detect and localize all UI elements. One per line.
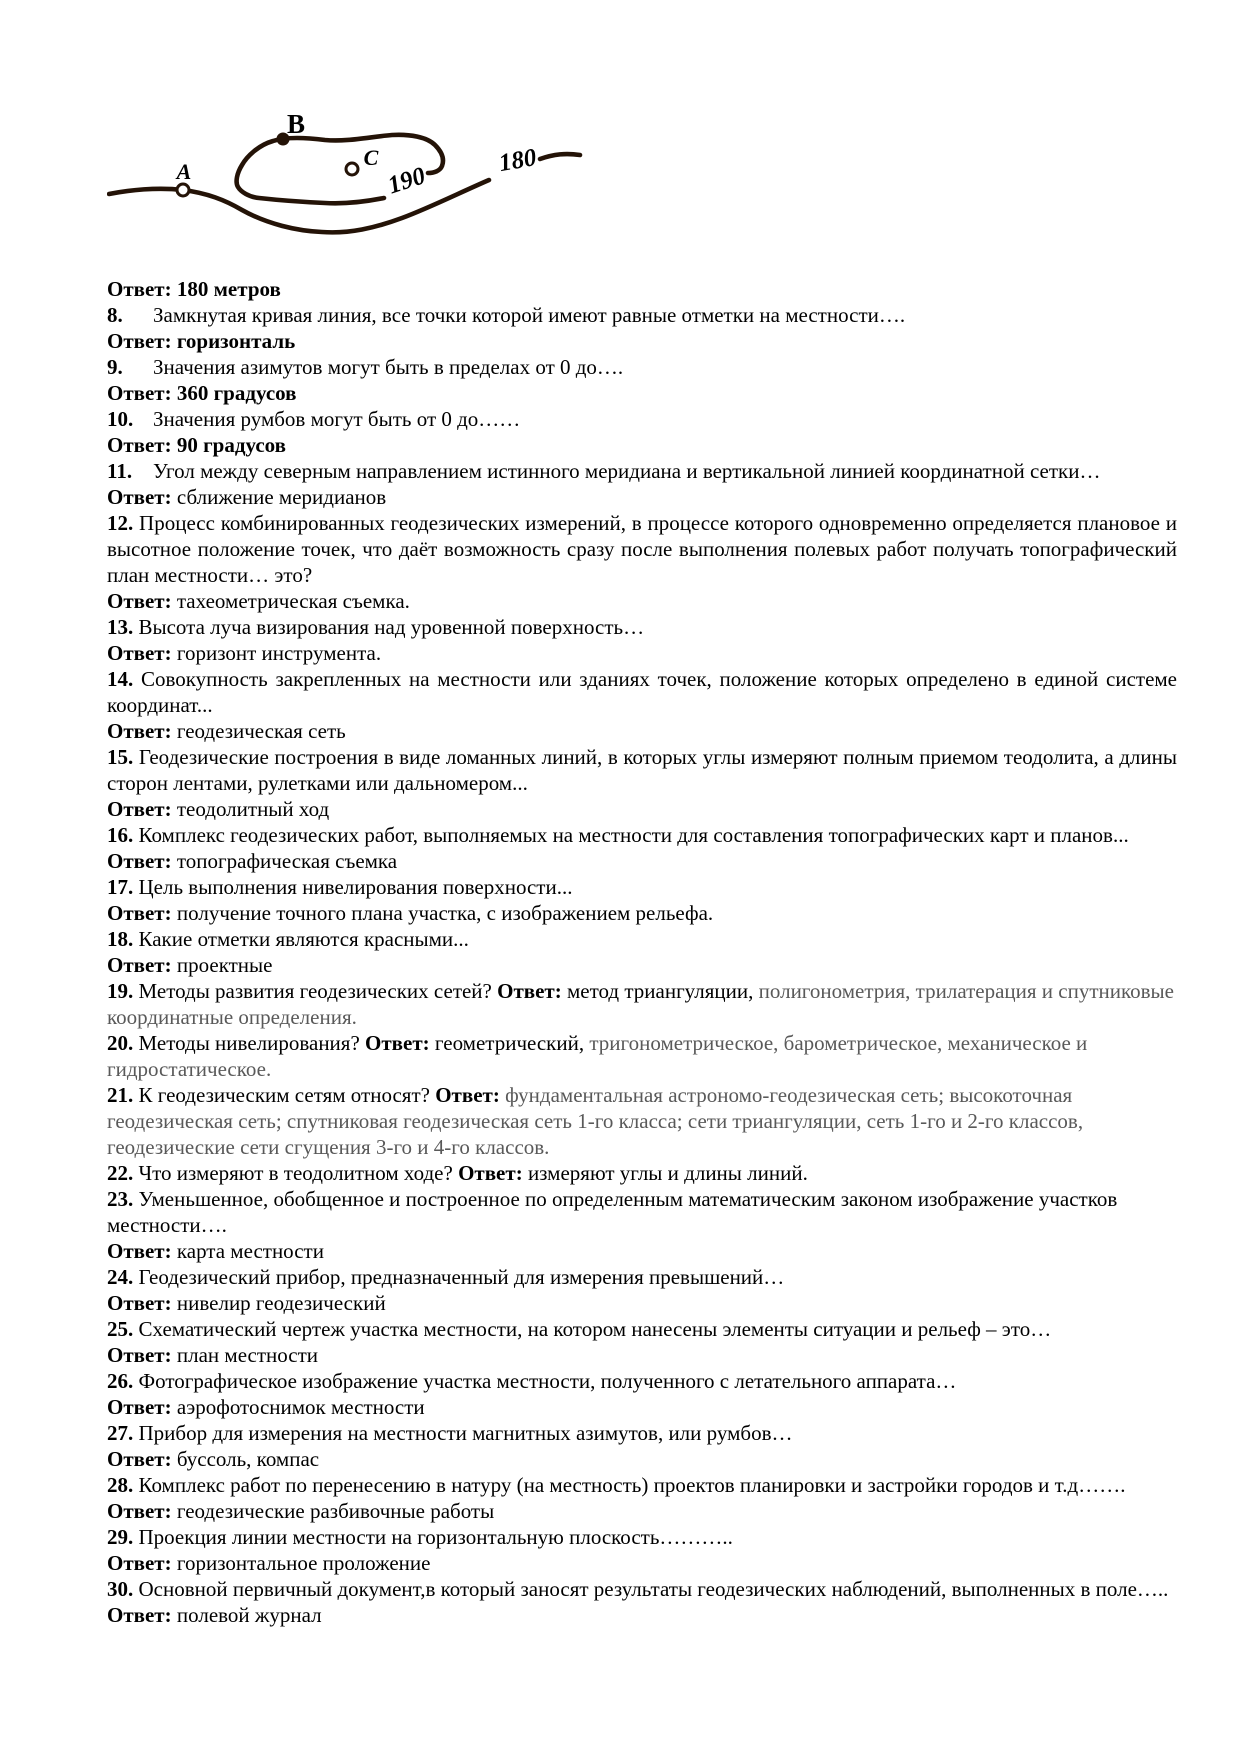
question-number: 26. (107, 1369, 134, 1393)
answer-26 (107, 1394, 1177, 1420)
answer-30 (107, 1602, 1177, 1628)
question-text: Проекция линии местности на горизонтальную плоскость……….. (138, 1525, 733, 1549)
question-12 (107, 510, 1177, 588)
question-text: Что измеряют в теодолитном ходе? (138, 1161, 453, 1185)
question-number: 19. (107, 979, 134, 1003)
question-text: Какие отметки являются красными... (138, 927, 469, 951)
question-number: 22. (107, 1161, 134, 1185)
question-23 (107, 1186, 1177, 1238)
answer-label: Ответ: (107, 901, 172, 925)
answer-9 (107, 380, 1177, 406)
answer-text: измеряют углы и длины линий. (527, 1161, 808, 1185)
question-number: 30. (107, 1577, 134, 1601)
answer-text: горизонталь (176, 329, 296, 353)
answer-label: Ответ: (107, 1395, 172, 1419)
question-15 (107, 744, 1177, 796)
question-21 (107, 1082, 1177, 1160)
question-20 (107, 1030, 1177, 1082)
question-24 (107, 1264, 1177, 1290)
answer-text: сближение меридианов (176, 485, 387, 509)
question-25 (107, 1316, 1177, 1342)
answer-label: Ответ: (107, 329, 172, 353)
answer-text: геодезические разбивочные работы (176, 1499, 495, 1523)
question-number: 15. (107, 745, 134, 769)
answer-text: нивелир геодезический (176, 1291, 386, 1315)
answer-18 (107, 952, 1177, 978)
answer-23 (107, 1238, 1177, 1264)
question-number: 28. (107, 1473, 134, 1497)
answer-label: Ответ: (107, 1239, 172, 1263)
question-number: 11. (107, 459, 133, 483)
question-text: Прибор для измерения на местности магнитных азимутов, или румбов… (138, 1421, 793, 1445)
answer-label: Ответ: (107, 433, 172, 457)
answer-label: Ответ: (458, 1161, 523, 1185)
question-text: Совокупность закрепленных на местности или зданиях точек, положение которых определено в единой системе координат... (107, 667, 1177, 717)
answer-text: топографическая съемка (176, 849, 398, 873)
question-text: Значения румбов могут быть от 0 до…… (153, 407, 521, 431)
question-text: Уменьшенное, обобщенное и построенное по определенным математическим законом изображение участков местности…. (107, 1187, 1118, 1237)
question-text: Процесс комбинированных геодезических измерений, в процессе которого одновременно определяется плановое и высотное положение точек, что даёт возможность сразу после выполнения полевых работ получать топографический план местности… это? (107, 511, 1177, 587)
answer-label: Ответ: (107, 277, 172, 301)
question-number: 27. (107, 1421, 134, 1445)
answer-text: геометрический, (434, 1031, 585, 1055)
question-text: Угол между северным направлением истинного меридиана и вертикальной линией координатной сетки… (153, 459, 1101, 483)
question-text: Методы нивелирования? (138, 1031, 360, 1055)
answer-text: проектные (176, 953, 273, 977)
question-17 (107, 874, 1177, 900)
answer-text: карта местности (176, 1239, 324, 1263)
question-number: 23. (107, 1187, 134, 1211)
answer-text: получение точного плана участка, с изображением рельефа. (176, 901, 714, 925)
answer-label: Ответ: (107, 1343, 172, 1367)
answer-13 (107, 640, 1177, 666)
question-number: 24. (107, 1265, 134, 1289)
document-body (107, 88, 1177, 1628)
question-number: 9. (107, 355, 123, 379)
question-text: Схематический чертеж участка местности, на котором нанесены элементы ситуации и рельеф – это… (138, 1317, 1052, 1341)
answer-10 (107, 432, 1177, 458)
question-28 (107, 1472, 1177, 1498)
answer-label: Ответ: (107, 1291, 172, 1315)
contour-map-figure (107, 88, 587, 260)
answer-11 (107, 484, 1177, 510)
answer-27 (107, 1446, 1177, 1472)
answer-text-secondary: полигонометрия, трилатерация и спутниковые координатные определения. (107, 979, 1174, 1029)
answer-label: Ответ: (107, 1551, 172, 1575)
point-a-label: A (176, 159, 192, 184)
question-number: 18. (107, 927, 134, 951)
question-text: Цель выполнения нивелирования поверхности... (138, 875, 573, 899)
answer-label: Ответ: (365, 1031, 430, 1055)
answer-label: Ответ: (107, 849, 172, 873)
question-number: 8. (107, 303, 123, 327)
answer-17 (107, 900, 1177, 926)
question-14 (107, 666, 1177, 718)
question-text: Замкнутая кривая линия, все точки которой имеют равные отметки на местности…. (153, 303, 906, 327)
question-text: Основной первичный документ,в который заносят результаты геодезических наблюдений, выполненных в поле….. (138, 1577, 1169, 1601)
question-number: 13. (107, 615, 134, 639)
answer-text: горизонт инструмента. (176, 641, 382, 665)
question-26 (107, 1368, 1177, 1394)
answer-label: Ответ: (107, 1499, 172, 1523)
answer-text: аэрофотоснимок местности (176, 1395, 425, 1419)
question-13 (107, 614, 1177, 640)
question-16 (107, 822, 1177, 848)
answer-text: буссоль, компас (176, 1447, 320, 1471)
question-11 (107, 458, 1177, 484)
question-30 (107, 1576, 1177, 1602)
answer-text: 180 метров (176, 277, 281, 301)
question-10 (107, 406, 1177, 432)
answer-label: Ответ: (107, 719, 172, 743)
answer-text: теодолитный ход (176, 797, 330, 821)
question-number: 20. (107, 1031, 134, 1055)
point-a-marker (177, 184, 189, 196)
answer-25 (107, 1342, 1177, 1368)
question-number: 10. (107, 407, 134, 431)
contour-180-label: 180 (496, 144, 539, 178)
answer-label: Ответ: (497, 979, 562, 1003)
answer-text: горизонтальное проложение (176, 1551, 431, 1575)
question-number: 21. (107, 1083, 134, 1107)
answer-text-secondary: фундаментальная астрономо-геодезическая сеть; высокоточная геодезическая сеть; спутниковая геодезическая сеть 1-го класса; сети триангуляции, сеть 1-го и 2-го классов, геодезические сети сгущения 3-го и 4-го классов. (107, 1083, 1084, 1159)
contour-line-180-right (540, 154, 580, 159)
answer-14 (107, 718, 1177, 744)
answer-8 (107, 328, 1177, 354)
answer-label: Ответ: (107, 485, 172, 509)
question-8 (107, 302, 1177, 328)
contour-line-180-left (109, 180, 489, 232)
answer-label: Ответ: (107, 1447, 172, 1471)
point-b-label: B (286, 109, 306, 139)
answer-text: геодезическая сеть (176, 719, 346, 743)
question-29 (107, 1524, 1177, 1550)
contour-190-label: 190 (384, 162, 429, 200)
answer-text: 90 градусов (176, 433, 286, 457)
answer-label: Ответ: (107, 1603, 172, 1627)
question-number: 12. (107, 511, 134, 535)
question-9 (107, 354, 1177, 380)
answer-label: Ответ: (107, 641, 172, 665)
question-text: Геодезический прибор, предназначенный для измерения превышений… (138, 1265, 785, 1289)
answer-text: 360 градусов (176, 381, 297, 405)
answer-text: план местности (176, 1343, 319, 1367)
question-number: 25. (107, 1317, 134, 1341)
answer-16 (107, 848, 1177, 874)
answer-text: метод триангуляции, (567, 979, 754, 1003)
answer-label: Ответ: (435, 1083, 500, 1107)
question-text: Геодезические построения в виде ломанных линий, в которых углы измеряют полным приемом теодолита, а длины сторон лентами, рулетками или дальномером... (107, 745, 1177, 795)
question-text: Фотографическое изображение участка местности, полученного с летательного аппарата… (138, 1369, 957, 1393)
question-text: Комплекс работ по перенесению в натуру (на местность) проектов планировки и застройки городов и т.д……. (138, 1473, 1126, 1497)
answer-label: Ответ: (107, 589, 172, 613)
answer-28 (107, 1498, 1177, 1524)
answer-text: тахеометрическая съемка. (176, 589, 410, 613)
question-number: 29. (107, 1525, 134, 1549)
question-text: Высота луча визирования над уровенной поверхность… (138, 615, 645, 639)
question-text: Методы развития геодезических сетей? (138, 979, 492, 1003)
question-number: 16. (107, 823, 134, 847)
question-text: К геодезическим сетям относят? (138, 1083, 430, 1107)
answer-label: Ответ: (107, 953, 172, 977)
question-number: 14. (107, 667, 134, 691)
point-c-marker (346, 163, 358, 175)
answer-label: Ответ: (107, 381, 172, 405)
point-c-label: C (363, 145, 379, 170)
answer-24 (107, 1290, 1177, 1316)
question-27 (107, 1420, 1177, 1446)
question-22 (107, 1160, 1177, 1186)
question-text: Значения азимутов могут быть в пределах от 0 до…. (153, 355, 624, 379)
answer-text: полевой журнал (176, 1603, 322, 1627)
answer-text-secondary: тригонометрическое, барометрическое, механическое и гидростатическое. (107, 1031, 1088, 1081)
answer-label: Ответ: (107, 797, 172, 821)
question-19 (107, 978, 1177, 1030)
answer-12 (107, 588, 1177, 614)
answer-29 (107, 1550, 1177, 1576)
question-text: Комплекс геодезических работ, выполняемых на местности для составления топографических карт и планов... (138, 823, 1129, 847)
question-18 (107, 926, 1177, 952)
answer-15 (107, 796, 1177, 822)
top-answer (107, 276, 1177, 302)
question-number: 17. (107, 875, 134, 899)
